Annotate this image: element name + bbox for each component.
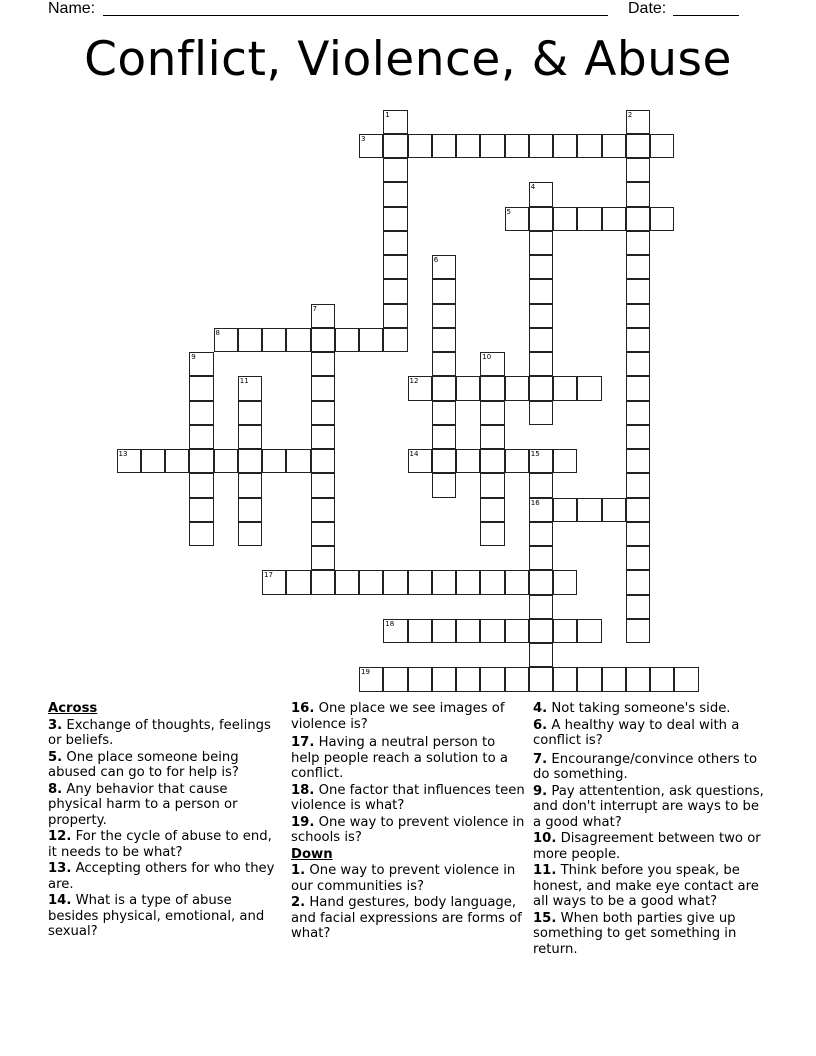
grid-cell[interactable] [335, 570, 359, 594]
clue-number: 6. [533, 717, 548, 733]
grid-cell[interactable] [480, 498, 504, 522]
grid-cell[interactable] [626, 158, 650, 182]
cell-number: 7 [312, 304, 317, 313]
clue-number: 10. [533, 831, 557, 846]
grid-cell[interactable] [383, 570, 407, 594]
grid-cell[interactable] [432, 255, 456, 279]
grid-cell[interactable] [311, 401, 335, 425]
cell-number: 13 [118, 450, 128, 458]
grid-cell[interactable] [408, 570, 432, 594]
grid-cell[interactable] [626, 425, 650, 449]
grid-cell[interactable] [311, 522, 335, 546]
cell-number: 14 [409, 450, 419, 458]
grid-cell[interactable] [577, 667, 601, 691]
clue-number: 11. [533, 863, 557, 878]
grid-cell[interactable] [529, 546, 553, 570]
grid-cell[interactable] [432, 376, 456, 400]
clue-number: 4. [533, 701, 548, 716]
cell-number: 1 [385, 110, 390, 119]
grid-cell[interactable] [189, 376, 213, 400]
grid-cell[interactable] [529, 619, 553, 643]
grid-cell[interactable] [626, 328, 650, 352]
grid-cell[interactable] [262, 449, 286, 473]
grid-cell[interactable] [505, 376, 529, 400]
grid-cell[interactable] [480, 473, 504, 497]
cell-number: 12 [409, 377, 419, 386]
clue-text: Exchange of thoughts, feelings or beliefs. [48, 717, 271, 748]
clue-number: 13. [48, 861, 72, 876]
grid-cell[interactable] [577, 376, 601, 400]
grid-cell[interactable] [626, 207, 650, 231]
clue-number: 2. [291, 895, 306, 910]
grid-cell[interactable] [432, 304, 456, 328]
grid-cell[interactable] [626, 595, 650, 619]
grid-cell[interactable] [286, 449, 310, 473]
clue-number: 3. [48, 717, 63, 733]
clue-text: Encourange/convince others to do something. [533, 751, 758, 782]
clue-down-2 [291, 895, 527, 942]
grid-cell[interactable] [432, 352, 456, 376]
grid-cell[interactable] [529, 182, 553, 206]
grid-cell[interactable] [383, 110, 407, 134]
grid-cell[interactable] [577, 207, 601, 231]
clue-down-1 [291, 863, 527, 894]
grid-cell[interactable] [311, 473, 335, 497]
clue-text: Having a neutral person to help people reach a solution to a conflict. [291, 735, 508, 781]
clue-across-16 [291, 701, 527, 732]
grid-cell[interactable] [480, 425, 504, 449]
grid-cell[interactable] [408, 449, 432, 473]
clue-across-13 [48, 861, 284, 892]
clue-text: One place someone being abused can go to for help is? [48, 749, 239, 780]
grid-cell[interactable] [480, 401, 504, 425]
clue-across-14 [48, 893, 284, 940]
grid-cell[interactable] [141, 449, 165, 473]
grid-cell[interactable] [383, 158, 407, 182]
grid-cell[interactable] [408, 134, 432, 158]
grid-cell[interactable] [311, 449, 335, 473]
clue-text: One way to prevent violence in schools is? [291, 814, 525, 845]
clue-down-15 [533, 911, 769, 958]
grid-cell[interactable] [189, 522, 213, 546]
page-title: Conflict, Violence, & Abuse [84, 32, 732, 87]
grid-cell[interactable] [165, 449, 189, 473]
clue-text: Accepting others for who they are. [48, 861, 275, 892]
date-label: Date: [628, 0, 667, 17]
clue-down-11 [533, 863, 769, 910]
clue-number: 16. [291, 701, 315, 716]
grid-cell[interactable] [626, 255, 650, 279]
grid-cell[interactable] [456, 619, 480, 643]
grid-cell[interactable] [505, 134, 529, 158]
cell-number: 2 [627, 110, 633, 119]
clue-number: 12. [48, 829, 72, 844]
grid-cell[interactable] [529, 449, 553, 473]
clue-text: Disagreement between two or more people. [533, 831, 761, 862]
grid-cell[interactable] [214, 328, 238, 352]
grid-cell[interactable] [626, 667, 650, 691]
grid-cell[interactable] [505, 619, 529, 643]
cell-number: 17 [264, 571, 273, 580]
clue-text: What is a type of abuse besides physical, emotional, and sexual? [48, 893, 265, 939]
grid-cell[interactable] [529, 352, 553, 376]
cell-number: 4 [530, 183, 536, 192]
grid-cell[interactable] [480, 522, 504, 546]
clue-text: When both parties give up something to get something in return. [533, 910, 737, 957]
cell-number: 8 [215, 328, 220, 337]
clue-number: 5. [48, 749, 63, 765]
grid-cell[interactable] [505, 207, 529, 231]
grid-cell[interactable] [553, 667, 577, 691]
grid-cell[interactable] [359, 667, 383, 691]
grid-cell[interactable] [480, 570, 504, 594]
grid-cell[interactable] [286, 328, 310, 352]
grid-cell[interactable] [577, 619, 601, 643]
grid-cell[interactable] [238, 376, 262, 400]
grid-cell[interactable] [505, 667, 529, 691]
grid-cell[interactable] [311, 328, 335, 352]
grid-cell[interactable] [529, 473, 553, 497]
grid-cell[interactable] [335, 328, 359, 352]
grid-cell[interactable] [432, 449, 456, 473]
grid-cell[interactable] [480, 449, 504, 473]
grid-cell[interactable] [408, 667, 432, 691]
grid-cell[interactable] [529, 667, 553, 691]
grid-cell[interactable] [553, 134, 577, 158]
grid-cell[interactable] [311, 546, 335, 570]
grid-cell[interactable] [456, 134, 480, 158]
grid-cell[interactable] [383, 328, 407, 352]
worksheet-header [48, 0, 748, 20]
grid-cell[interactable] [553, 498, 577, 522]
grid-cell[interactable] [674, 667, 698, 691]
clue-text: Not taking someone's side. [551, 701, 731, 716]
clue-across-18 [291, 783, 527, 814]
clue-number: 17. [291, 735, 315, 750]
grid-cell[interactable] [529, 522, 553, 546]
clue-text: Hand gestures, body language, and facial expressions are forms of what? [291, 895, 522, 941]
grid-cell[interactable] [432, 667, 456, 691]
grid-cell[interactable] [626, 134, 650, 158]
grid-cell[interactable] [456, 376, 480, 400]
grid-cell[interactable] [432, 473, 456, 497]
cell-number: 5 [506, 207, 511, 216]
clue-number: 18. [291, 782, 315, 798]
across-heading: Across [48, 701, 98, 716]
grid-cell[interactable] [311, 425, 335, 449]
grid-cell[interactable] [626, 182, 650, 206]
clue-number: 1. [291, 863, 306, 878]
grid-cell[interactable] [650, 207, 674, 231]
grid-cell[interactable] [238, 328, 262, 352]
grid-cell[interactable] [432, 425, 456, 449]
grid-cell[interactable] [480, 134, 504, 158]
grid-cell[interactable] [238, 473, 262, 497]
grid-cell[interactable] [189, 425, 213, 449]
grid-cell[interactable] [577, 498, 601, 522]
grid-cell[interactable] [383, 619, 407, 643]
grid-cell[interactable] [480, 376, 504, 400]
grid-cell[interactable] [577, 134, 601, 158]
grid-cell[interactable] [383, 279, 407, 303]
grid-cell[interactable] [529, 328, 553, 352]
clue-across-5 [48, 750, 284, 781]
grid-cell[interactable] [383, 207, 407, 231]
grid-cell[interactable] [480, 667, 504, 691]
grid-cell[interactable] [529, 498, 553, 522]
grid-cell[interactable] [529, 207, 553, 231]
grid-cell[interactable] [626, 279, 650, 303]
grid-cell[interactable] [262, 328, 286, 352]
grid-cell[interactable] [432, 401, 456, 425]
clue-number: 8. [48, 781, 63, 797]
grid-cell[interactable] [214, 449, 238, 473]
grid-cell[interactable] [529, 231, 553, 255]
clues-column-3 [533, 701, 769, 958]
date-field[interactable] [673, 15, 739, 16]
grid-cell[interactable] [238, 522, 262, 546]
clue-down-9 [533, 784, 769, 831]
clue-number: 15. [533, 910, 557, 926]
grid-cell[interactable] [529, 255, 553, 279]
grid-cell[interactable] [602, 498, 626, 522]
grid-cell[interactable] [650, 667, 674, 691]
grid-cell[interactable] [432, 570, 456, 594]
grid-cell[interactable] [359, 570, 383, 594]
clue-number: 14. [48, 893, 72, 908]
grid-cell[interactable] [359, 134, 383, 158]
grid-cell[interactable] [432, 619, 456, 643]
grid-cell[interactable] [529, 643, 553, 667]
clue-number: 7. [533, 751, 548, 767]
grid-cell[interactable] [189, 498, 213, 522]
grid-cell[interactable] [311, 376, 335, 400]
grid-cell[interactable] [383, 304, 407, 328]
cell-number: 9 [191, 353, 196, 361]
grid-cell[interactable] [529, 595, 553, 619]
clue-text: A healthy way to deal with a conflict is? [533, 717, 740, 748]
grid-cell[interactable] [286, 570, 310, 594]
grid-cell[interactable] [553, 570, 577, 594]
grid-cell[interactable] [626, 231, 650, 255]
clue-across-12 [48, 829, 284, 860]
grid-cell[interactable] [626, 473, 650, 497]
grid-cell[interactable] [480, 619, 504, 643]
clue-text: One place we see images of violence is? [291, 701, 505, 732]
grid-cell[interactable] [505, 449, 529, 473]
grid-cell[interactable] [311, 498, 335, 522]
clue-down-6 [533, 718, 769, 749]
grid-cell[interactable] [602, 207, 626, 231]
clue-text: Pay attentention, ask questions, and don't interrupt are ways to be a good what? [533, 783, 764, 830]
grid-cell[interactable] [117, 449, 141, 473]
grid-cell[interactable] [626, 110, 650, 134]
clue-number: 9. [533, 783, 548, 799]
clue-across-8 [48, 782, 284, 829]
cell-number: 10 [482, 353, 492, 361]
name-label: Name: [48, 0, 96, 17]
grid-cell[interactable] [432, 328, 456, 352]
grid-cell[interactable] [626, 304, 650, 328]
grid-cell[interactable] [626, 498, 650, 522]
grid-cell[interactable] [189, 473, 213, 497]
grid-cell[interactable] [311, 304, 335, 328]
grid-cell[interactable] [626, 352, 650, 376]
grid-cell[interactable] [238, 401, 262, 425]
grid-cell[interactable] [626, 401, 650, 425]
grid-cell[interactable] [189, 449, 213, 473]
grid-cell[interactable] [383, 231, 407, 255]
clue-text: Any behavior that cause physical harm to a person or property. [48, 781, 238, 828]
grid-cell[interactable] [432, 134, 456, 158]
down-heading: Down [291, 846, 333, 862]
grid-cell[interactable] [456, 570, 480, 594]
grid-cell[interactable] [626, 522, 650, 546]
clue-across-19 [291, 815, 527, 846]
grid-cell[interactable] [602, 667, 626, 691]
crossword-grid [117, 110, 717, 710]
grid-cell[interactable] [359, 328, 383, 352]
cell-number: 18 [385, 619, 395, 628]
grid-cell[interactable] [480, 352, 504, 376]
grid-cell[interactable] [529, 401, 553, 425]
grid-cell[interactable] [262, 570, 286, 594]
cell-number: 6 [433, 256, 439, 264]
cell-number: 19 [361, 668, 370, 677]
clue-across-3 [48, 718, 284, 749]
cell-number: 3 [361, 134, 366, 143]
cell-number: 11 [239, 377, 249, 386]
grid-cell[interactable] [626, 546, 650, 570]
clue-across-17 [291, 735, 527, 782]
grid-cell[interactable] [529, 570, 553, 594]
grid-cell[interactable] [505, 570, 529, 594]
grid-cell[interactable] [456, 667, 480, 691]
grid-cell[interactable] [626, 449, 650, 473]
clue-text: For the cycle of abuse to end, it needs to be what? [48, 829, 272, 860]
grid-cell[interactable] [529, 304, 553, 328]
grid-cell[interactable] [189, 401, 213, 425]
grid-cell[interactable] [529, 376, 553, 400]
grid-cell[interactable] [383, 255, 407, 279]
grid-cell[interactable] [383, 182, 407, 206]
grid-cell[interactable] [626, 376, 650, 400]
clue-down-7 [533, 752, 769, 783]
grid-cell[interactable] [529, 134, 553, 158]
clue-text: One factor that influences teen violence is what? [291, 782, 525, 813]
clue-number: 19. [291, 814, 315, 830]
clues-column-1 [48, 701, 284, 941]
grid-cell[interactable] [529, 279, 553, 303]
clue-text: One way to prevent violence in our communities is? [291, 863, 516, 894]
clue-text: Think before you speak, be honest, and make eye contact are all ways to be a good what? [533, 863, 759, 909]
grid-cell[interactable] [383, 667, 407, 691]
clue-down-4 [533, 701, 769, 717]
cell-number: 16 [530, 498, 540, 507]
grid-cell[interactable] [189, 352, 213, 376]
name-field[interactable] [103, 15, 608, 16]
cell-number: 15 [530, 450, 540, 458]
clues-column-2 [291, 701, 527, 943]
grid-cell[interactable] [383, 134, 407, 158]
grid-cell[interactable] [553, 619, 577, 643]
grid-cell[interactable] [238, 425, 262, 449]
clue-down-10 [533, 831, 769, 862]
grid-cell[interactable] [408, 376, 432, 400]
grid-cell[interactable] [553, 376, 577, 400]
grid-cell[interactable] [311, 352, 335, 376]
grid-cell[interactable] [650, 134, 674, 158]
grid-cell[interactable] [626, 619, 650, 643]
grid-cell[interactable] [238, 449, 262, 473]
grid-cell[interactable] [408, 619, 432, 643]
grid-cell[interactable] [626, 570, 650, 594]
grid-cell[interactable] [553, 207, 577, 231]
grid-cell[interactable] [553, 449, 577, 473]
grid-cell[interactable] [432, 279, 456, 303]
grid-cell[interactable] [311, 570, 335, 594]
grid-cell[interactable] [238, 498, 262, 522]
grid-cell[interactable] [602, 134, 626, 158]
grid-cell[interactable] [456, 449, 480, 473]
